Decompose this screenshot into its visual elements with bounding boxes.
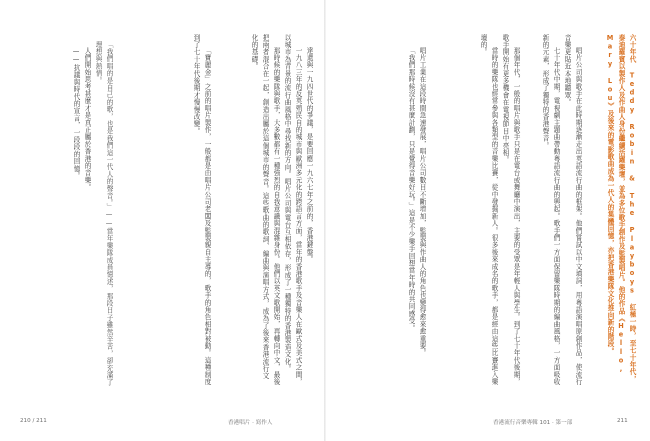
left-col1-p2: 一九八三年的反英殖民自的城市與歐洲多元化的跨語言方面，當年的香港歌手及音樂人在歐式及美式之間，以城市為背景的流行曲風格中尋找新的方向。唱片公司與電台互相依存，形成了一種獨特的香港製造文化。 — [283, 34, 302, 386]
right-col3-p1: 唱片工業在這段時間急速發展，唱片公司數目不斷增加，監製與作曲人的角色也變得愈來愈重要。 — [418, 47, 426, 357]
right-col2-p1: 那個年代，一般的唱片與歌手只是在電台或舞廳中演出，主要的受眾是年輕人與學生。到了七十年代後期，歌手開始有更多機會在電視節目中亮相。 — [501, 34, 520, 386]
right-intro-orange: 六十年代 Teddy Robin & The Playboys 紅極一時，至七十年代，泰迪羅賓以製作人及作曲人身份繼續活躍樂壇，並為多位歌手創作及監製唱片。他的作品《Hello, Mary Lou》及後來的電影歌曲成為一代人的集體回憶，亦把香港樂隊文化推向新的階段。 — [606, 34, 636, 383]
left-quote-block — [92, 34, 114, 386]
right-footer-title — [493, 418, 572, 426]
left-quote: 「我們唱的是自己的歌，也是我們這一代人的聲音。」——當年樂隊成員憶述，那段日子雖然辛苦，卻充滿了理想與熱情。 — [94, 40, 113, 386]
right-intro-column — [587, 34, 637, 386]
left-col-1 — [218, 34, 314, 386]
right-page-number: 211 — [617, 418, 628, 424]
right-col-2 — [433, 34, 521, 386]
left-col1-p3: 那時候的樂隊與歌手，大多數都有一種強烈的自我意識與混雜身份。他們以英文歌開始，再轉向中文，最後把兩者混合在一起，創造出屬於這個城市的聲音。這些歌曲的歌詞、編曲與演唱方式，成為了後來香港流行文化的基礎。 — [250, 34, 280, 386]
right-footer-page — [617, 418, 628, 424]
right-running-title: 香港流行音樂專輯 101 · 第一部 — [493, 420, 573, 426]
right-col1-p2: 七十年代中期，電視劇主題曲帶動粵語流行曲的興起。歌手們一方面保留樂隊時期的編曲風格，一方面吸收新的元素，形成了獨特的香港聲音。 — [541, 34, 560, 386]
right-col1-p1: 唱片公司與歌手在此時期逐漸走出英語流行曲的框架。他們嘗試以中文填詞，用粵語演唱原創作品，使流行音樂更貼近本地聽眾。 — [563, 34, 582, 386]
left-col3-p2: ——抗議與時代的宣言，一段段的回憶。 — [72, 47, 80, 180]
right-col2-p2: 當時的樂隊也經常參與各類型的音樂比賽，從中發掘新人。很多後來成名的歌手，都是經由這些比賽進入樂壇的。 — [479, 34, 498, 386]
left-running-title: 香港唱片 · 寫作人 — [228, 420, 273, 426]
left-footer-page — [20, 418, 47, 424]
right-col-3 — [339, 34, 427, 386]
left-col-2 — [120, 34, 212, 386]
left-footer-title — [228, 418, 273, 426]
left-col1-p1: 達還與一九四世代的爭議，是要回應一九六七年之前的，香港鍵盤。 — [305, 47, 313, 264]
right-col3-p2: 「我們那時候沒有甚麼計劃，只是覺得音樂好玩。」這是不少樂手回想當年時的共同感受。 — [407, 47, 415, 332]
right-col-1 — [527, 34, 583, 386]
right-page — [325, 0, 650, 441]
left-col3-p1: 人們開始思考甚麼才是真正屬於香港的音樂。 — [83, 47, 91, 192]
left-page-number: 210 / 211 — [20, 418, 47, 424]
left-col-3 — [22, 34, 114, 386]
left-col2-p1: 「寶麗金」之前的唱片製作，一般都是由唱片公司老闆及監製親自主導的，歌手的角色相對被動。這種制度到了七十年代後期才慢慢改變。 — [192, 34, 211, 386]
